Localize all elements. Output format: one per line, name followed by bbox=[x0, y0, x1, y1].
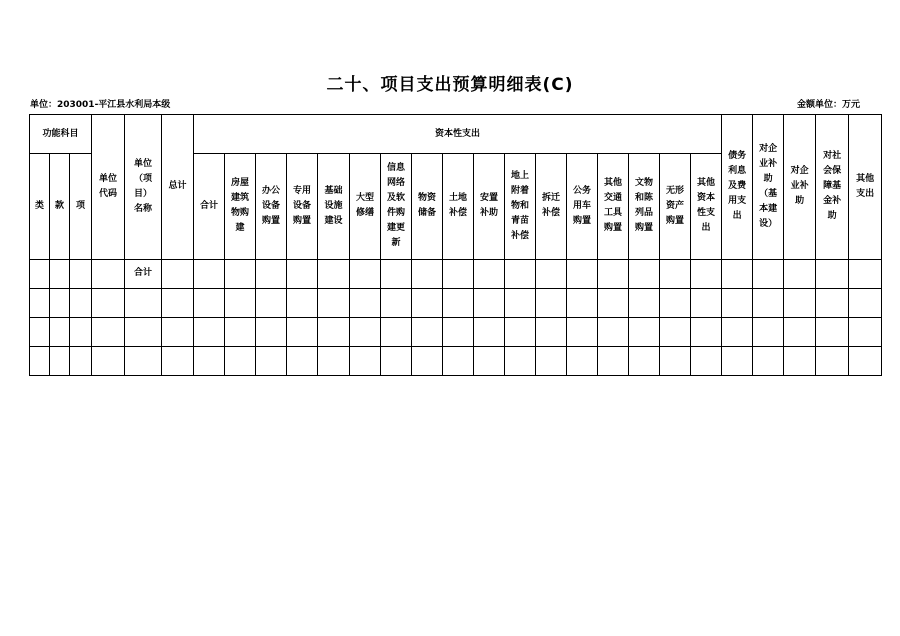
table-cell bbox=[505, 288, 536, 317]
table-cell bbox=[412, 259, 443, 288]
table-cell bbox=[70, 288, 92, 317]
cell-unit-name bbox=[125, 317, 162, 346]
table-cell bbox=[70, 259, 92, 288]
table-cell bbox=[225, 346, 256, 375]
table-cell bbox=[92, 346, 125, 375]
table-cell bbox=[784, 288, 816, 317]
table-cell bbox=[412, 317, 443, 346]
table-cell bbox=[474, 346, 505, 375]
header-office-equipment: 办公 设备 购置 bbox=[256, 154, 287, 259]
header-unit-code: 单位 代码 bbox=[92, 115, 125, 260]
header-unit-name: 单位 （项 目） 名称 bbox=[125, 115, 162, 260]
table-cell bbox=[30, 259, 50, 288]
table-cell bbox=[225, 317, 256, 346]
header-lei: 类 bbox=[30, 154, 50, 259]
table-cell bbox=[287, 346, 318, 375]
table-cell bbox=[691, 317, 722, 346]
table-cell bbox=[194, 259, 225, 288]
table-cell bbox=[598, 317, 629, 346]
table-cell bbox=[691, 288, 722, 317]
table-cell bbox=[691, 259, 722, 288]
table-cell bbox=[50, 288, 70, 317]
table-row bbox=[30, 346, 882, 375]
table-cell bbox=[722, 288, 753, 317]
table-cell bbox=[753, 317, 784, 346]
table-cell bbox=[629, 288, 660, 317]
header-resettlement: 安置 补助 bbox=[474, 154, 505, 259]
table-cell bbox=[318, 288, 350, 317]
header-enterprise-subsidy: 对企 业补 助 bbox=[784, 115, 816, 260]
header-xiang: 项 bbox=[70, 154, 92, 259]
table-cell bbox=[505, 259, 536, 288]
table-cell bbox=[753, 288, 784, 317]
table-cell bbox=[318, 259, 350, 288]
table-cell bbox=[350, 346, 381, 375]
unit-label: 单位：203001-平江县水利局本级 bbox=[30, 100, 171, 110]
header-total: 总计 bbox=[162, 115, 194, 260]
header-enterprise-subsidy-capital: 对企 业补 助 （基 本建 设） bbox=[753, 115, 784, 260]
cell-unit-name bbox=[125, 288, 162, 317]
table-cell bbox=[598, 346, 629, 375]
table-cell bbox=[567, 259, 598, 288]
table-cell bbox=[629, 346, 660, 375]
table-cell bbox=[92, 317, 125, 346]
table-cell bbox=[50, 259, 70, 288]
table-cell bbox=[350, 259, 381, 288]
header-official-vehicle: 公务 用车 购置 bbox=[567, 154, 598, 259]
table-cell bbox=[505, 317, 536, 346]
table-cell bbox=[162, 288, 194, 317]
table-cell bbox=[256, 288, 287, 317]
table-cell bbox=[381, 346, 412, 375]
table-cell bbox=[849, 317, 882, 346]
page-title: 二十、项目支出预算明细表(C) bbox=[326, 75, 574, 95]
table-cell bbox=[849, 288, 882, 317]
table-cell bbox=[350, 317, 381, 346]
table-cell bbox=[381, 288, 412, 317]
table-cell bbox=[30, 346, 50, 375]
header-social-security-subsidy: 对社 会保 障基 金补 助 bbox=[816, 115, 849, 260]
header-infrastructure: 基础 设施 建设 bbox=[318, 154, 350, 259]
table-cell bbox=[412, 288, 443, 317]
table-cell bbox=[162, 317, 194, 346]
table-cell bbox=[816, 259, 849, 288]
header-special-equipment: 专用 设备 购置 bbox=[287, 154, 318, 259]
table-cell bbox=[849, 259, 882, 288]
table-cell bbox=[194, 346, 225, 375]
table-cell bbox=[381, 317, 412, 346]
table-cell bbox=[92, 259, 125, 288]
table-cell bbox=[381, 259, 412, 288]
table-cell bbox=[505, 346, 536, 375]
header-other-capital: 其他 资本 性支 出 bbox=[691, 154, 722, 259]
header-major-repair: 大型 修缮 bbox=[350, 154, 381, 259]
table-cell bbox=[287, 288, 318, 317]
table-cell bbox=[753, 259, 784, 288]
table-cell bbox=[816, 317, 849, 346]
table-cell bbox=[784, 346, 816, 375]
header-it-network: 信息 网络 及软 件购 建更 新 bbox=[381, 154, 412, 259]
table-cell bbox=[849, 346, 882, 375]
table-cell bbox=[629, 317, 660, 346]
table-cell bbox=[474, 288, 505, 317]
header-other-expenditure: 其他 支出 bbox=[849, 115, 882, 260]
table-cell bbox=[225, 288, 256, 317]
header-demolition-compensation: 拆迁 补偿 bbox=[536, 154, 567, 259]
header-cultural-relics: 文物 和陈 列品 购置 bbox=[629, 154, 660, 259]
table-cell bbox=[660, 317, 691, 346]
table-cell bbox=[629, 259, 660, 288]
table-cell bbox=[162, 346, 194, 375]
table-cell bbox=[567, 317, 598, 346]
table-cell bbox=[691, 346, 722, 375]
table-cell bbox=[722, 317, 753, 346]
header-intangible-assets: 无形 资产 购置 bbox=[660, 154, 691, 259]
table-cell bbox=[722, 346, 753, 375]
header-capital-subtotal: 合计 bbox=[194, 154, 225, 259]
table-row bbox=[30, 288, 882, 317]
header-land-compensation: 土地 补偿 bbox=[443, 154, 474, 259]
table-cell bbox=[536, 346, 567, 375]
table-cell bbox=[753, 346, 784, 375]
header-capital-expenditure: 资本性支出 bbox=[194, 115, 722, 154]
table-cell bbox=[443, 259, 474, 288]
table-cell bbox=[256, 346, 287, 375]
table-cell bbox=[30, 317, 50, 346]
header-attachment-compensation: 地上 附着 物和 青苗 补偿 bbox=[505, 154, 536, 259]
header-row-1 bbox=[30, 115, 882, 154]
table-cell bbox=[660, 259, 691, 288]
budget-table bbox=[29, 114, 882, 376]
table-cell bbox=[162, 259, 194, 288]
table-cell bbox=[70, 317, 92, 346]
table-cell bbox=[536, 259, 567, 288]
table-cell bbox=[567, 346, 598, 375]
table-cell bbox=[30, 288, 50, 317]
table-cell bbox=[784, 259, 816, 288]
table-cell bbox=[50, 317, 70, 346]
table-cell bbox=[660, 346, 691, 375]
table-cell bbox=[816, 288, 849, 317]
table-cell bbox=[70, 346, 92, 375]
table-cell bbox=[256, 317, 287, 346]
table-cell bbox=[92, 288, 125, 317]
cell-unit-name bbox=[125, 346, 162, 375]
table-cell bbox=[287, 259, 318, 288]
header-other-transport: 其他 交通 工具 购置 bbox=[598, 154, 629, 259]
table-cell bbox=[816, 346, 849, 375]
table-cell bbox=[350, 288, 381, 317]
table-cell bbox=[256, 259, 287, 288]
table-cell bbox=[598, 288, 629, 317]
table-cell bbox=[567, 288, 598, 317]
table-cell bbox=[443, 346, 474, 375]
header-building-purchase: 房屋 建筑 物购 建 bbox=[225, 154, 256, 259]
table-row bbox=[30, 317, 882, 346]
table-cell bbox=[194, 288, 225, 317]
table-cell bbox=[50, 346, 70, 375]
header-debt-interest: 债务 利息 及费 用支 出 bbox=[722, 115, 753, 260]
currency-unit-label: 金额单位：万元 bbox=[796, 100, 860, 110]
table-cell bbox=[412, 346, 443, 375]
table-cell bbox=[474, 317, 505, 346]
table-cell bbox=[318, 317, 350, 346]
table-cell bbox=[225, 259, 256, 288]
table-cell bbox=[318, 346, 350, 375]
table-cell bbox=[287, 317, 318, 346]
table-cell bbox=[194, 317, 225, 346]
header-func-subject: 功能科目 bbox=[30, 115, 92, 154]
table-cell bbox=[443, 317, 474, 346]
table-cell bbox=[598, 259, 629, 288]
cell-unit-name: 合计 bbox=[125, 259, 162, 288]
table-cell bbox=[722, 259, 753, 288]
table-cell bbox=[536, 288, 567, 317]
table-cell bbox=[660, 288, 691, 317]
table-cell bbox=[784, 317, 816, 346]
header-material-reserve: 物资 储备 bbox=[412, 154, 443, 259]
header-kuan: 款 bbox=[50, 154, 70, 259]
table-cell bbox=[536, 317, 567, 346]
table-cell bbox=[443, 288, 474, 317]
table-row bbox=[30, 259, 882, 288]
table-cell bbox=[474, 259, 505, 288]
